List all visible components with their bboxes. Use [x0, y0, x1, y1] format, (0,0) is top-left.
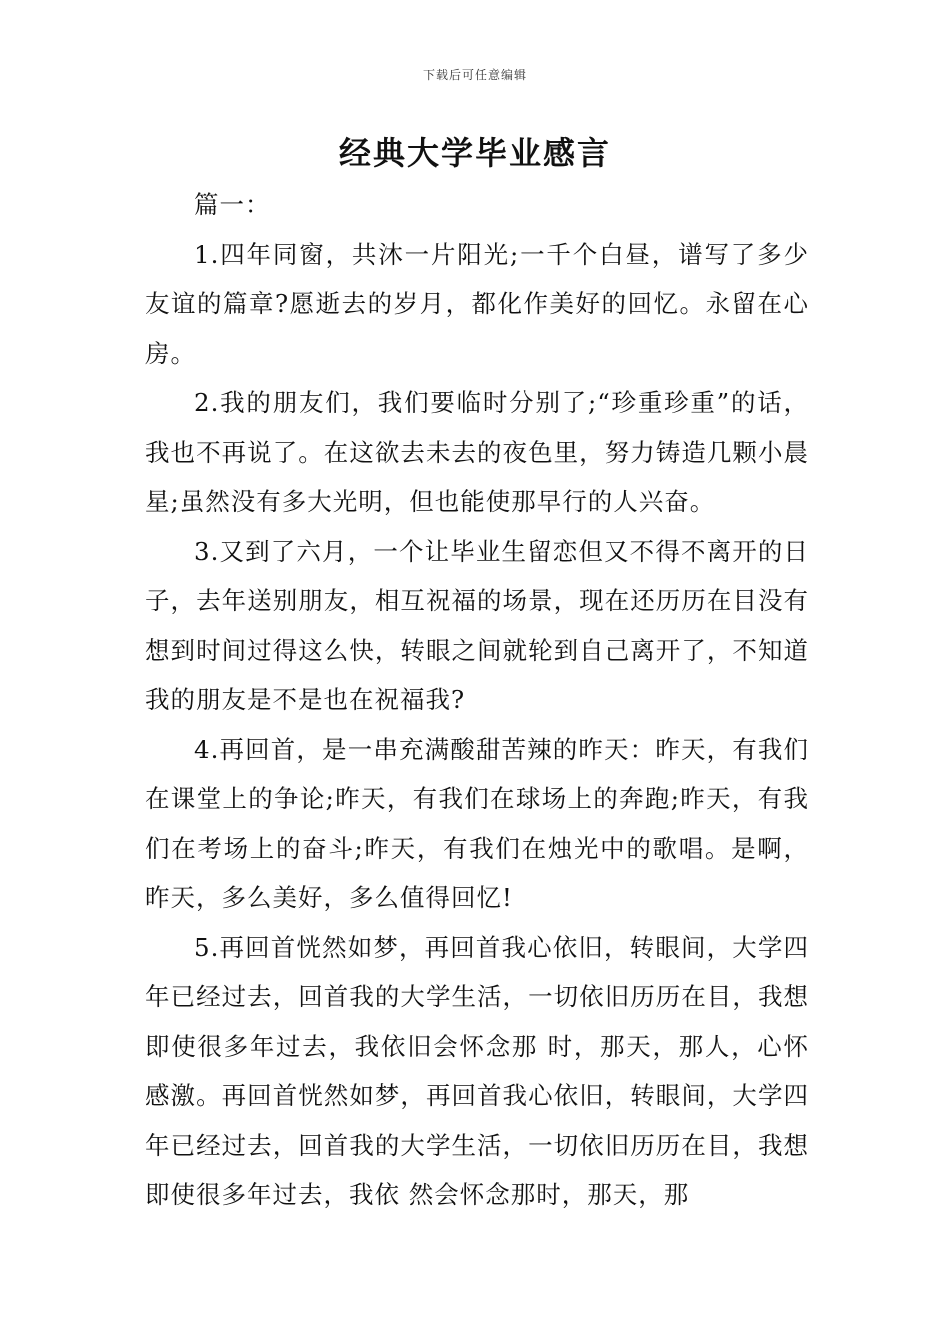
document-body	[145, 180, 809, 1220]
section-label: 篇一：	[194, 190, 271, 219]
paragraph-2: 2.我的朋友们，我们要临时分别了;“珍重珍重”的话，我也不再说了。在这欲去未去的夜色里，努力铸造几颗小晨星;虽然没有多大光明，但也能使那早行的人兴奋。	[145, 388, 809, 516]
paragraph-1: 1.四年同窗，共沐一片阳光;一千个白昼，谱写了多少友谊的篇章?愿逝去的岁月，都化作美好的回忆。永留在心房。	[145, 239, 809, 368]
paragraph-5: 5.再回首恍然如梦，再回首我心依旧，转眼间，大学四年已经过去，回首我的大学生活，一切依旧历历在目，我想即使很多年过去，我依旧会怀念那 时，那天，那人，心怀感激。再回首恍然如梦，再回首我心依旧，转眼间，大学四年已经过去，回首我的大学生活，一切依旧历历在目，我想即使很多年过去，我依 然会怀念那时，那天，那	[145, 932, 809, 1209]
paragraph-3: 3.又到了六月，一个让毕业生留恋但又不得不离开的日子，去年送别朋友，相互祝福的场景，现在还历历在目没有想到时间过得这么快，转眼之间就轮到自己离开了，不知道我的朋友是不是也在祝福我?	[145, 536, 809, 714]
paragraph-4: 4.再回首，是一串充满酸甜苦辣的昨天：昨天，有我们在课堂上的争论;昨天，有我们在球场上的奔跑;昨天，有我们在考场上的奋斗;昨天，有我们在烛光中的歌唱。是啊，昨天，多么美好，多么值得回忆!	[145, 734, 809, 912]
document-title: 经典大学毕业感言	[338, 134, 611, 172]
header-note: 下载后可任意编辑	[422, 68, 527, 82]
